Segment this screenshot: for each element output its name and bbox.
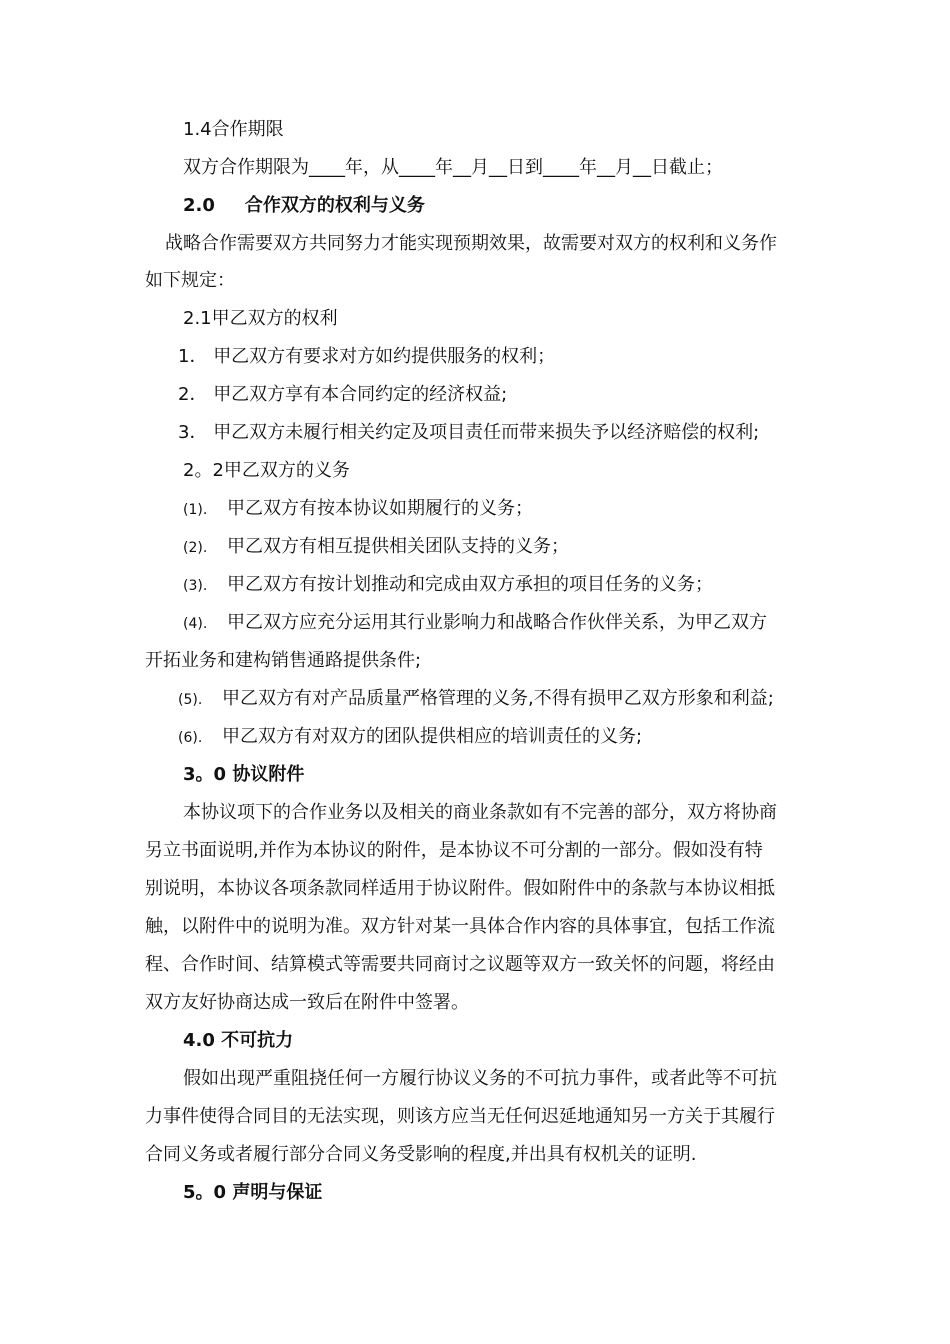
section-2-0-heading xyxy=(183,193,425,219)
section-2-0-title: 合作双方的权利与义务 xyxy=(244,195,425,216)
item-number: (2). xyxy=(183,540,208,556)
section-2-1-title: 2.1甲乙双方的权利 xyxy=(183,308,338,329)
term-line: 双方合作期限为____年，从____年__月__日到____年__月__日截止； xyxy=(183,157,723,178)
duty-item xyxy=(183,534,569,561)
item-text: 甲乙双方有相互提供相关团队支持的义务； xyxy=(227,536,570,557)
section-2-0-intro-line-1: 战略合作需要双方共同努力才能实现预期效果，故需要对双方的权利和义务作 xyxy=(165,233,777,254)
item-text: 甲乙双方享有本合同约定的经济权益; xyxy=(213,384,508,405)
duty-item xyxy=(183,496,533,523)
item-text: 甲乙双方应充分运用其行业影响力和战略合作伙伴关系，为甲乙双方 xyxy=(227,612,768,633)
paragraph-line: 双方友好协商达成一致后在附件中签署。 xyxy=(145,992,469,1013)
item-text: 甲乙双方有按计划推动和完成由双方承担的项目任务的义务； xyxy=(227,574,714,595)
paragraph-line: 另立书面说明,并作为本协议的附件，是本协议不可分割的一部分。假如没有特 xyxy=(145,840,763,861)
rights-item xyxy=(178,344,555,370)
item-text: 甲乙双方有要求对方如约提供服务的权利； xyxy=(213,346,556,367)
paragraph-line: 触，以附件中的说明为准。双方针对某一具体合作内容的具体事宜，包括工作流 xyxy=(145,916,775,937)
item-number: 1． xyxy=(178,346,208,367)
item-text: 甲乙双方未履行相关约定及项目责任而带来损失予以经济赔偿的权利; xyxy=(213,422,760,443)
item-number: (4). xyxy=(183,616,208,632)
item-text: 甲乙双方有按本协议如期履行的义务； xyxy=(227,498,534,519)
item-number: (6). xyxy=(178,730,203,746)
item-number: 2． xyxy=(178,384,208,405)
section-3-0-title: 3。0 协议附件 xyxy=(183,764,305,785)
paragraph-line: 别说明，本协议各项条款同样适用于协议附件。假如附件中的条款与本协议相抵 xyxy=(145,878,775,899)
section-4-0-title: 4.0 不可抗力 xyxy=(183,1030,294,1051)
duty-item xyxy=(183,610,767,637)
duty-item xyxy=(178,686,774,713)
rights-item xyxy=(178,382,507,408)
item-number: (5). xyxy=(178,692,203,708)
duty-item xyxy=(178,724,642,751)
section-2-2-title: 2。2甲乙双方的义务 xyxy=(183,460,350,481)
item-number: 3． xyxy=(178,422,208,443)
item-text: 甲乙双方有对双方的团队提供相应的培训责任的义务; xyxy=(222,726,643,747)
paragraph-line: 程、合作时间、结算模式等需要共同商讨之议题等双方一致关怀的问题，将经由 xyxy=(145,954,775,975)
rights-item xyxy=(178,420,759,446)
paragraph-line: 合同义务或者履行部分合同义务受影响的程度,并出具有权机关的证明. xyxy=(145,1144,697,1165)
section-5-0-title: 5。0 声明与保证 xyxy=(183,1182,323,1203)
paragraph-line: 力事件使得合同目的无法实现，则该方应当无任何迟延地通知另一方关于其履行 xyxy=(145,1106,775,1127)
paragraph-line: 假如出现严重阻挠任何一方履行协议义务的不可抗力事件，或者此等不可抗 xyxy=(183,1068,777,1089)
section-1-4-title: 1.4合作期限 xyxy=(183,119,284,140)
item-text: 甲乙双方有对产品质量严格管理的义务,不得有损甲乙双方形象和利益; xyxy=(222,688,774,709)
duty-item-continuation: 开拓业务和建构销售通路提供条件; xyxy=(145,650,422,671)
item-number: (1). xyxy=(183,502,208,518)
section-2-0-number: 2.0 xyxy=(183,195,215,216)
paragraph-line: 本协议项下的合作业务以及相关的商业条款如有不完善的部分，双方将协商 xyxy=(183,802,777,823)
section-2-0-intro-line-2: 如下规定： xyxy=(145,270,235,291)
item-number: (3). xyxy=(183,578,208,594)
duty-item xyxy=(183,572,713,599)
